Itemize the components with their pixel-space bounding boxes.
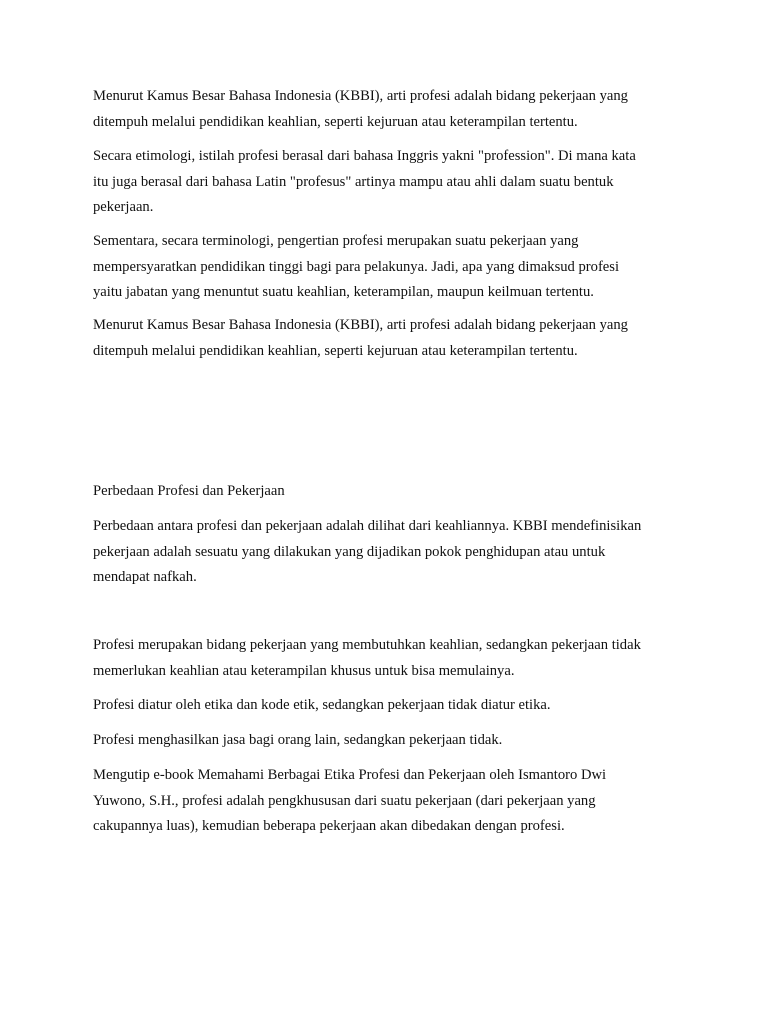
text-line: Profesi diatur oleh etika dan kode etik, sedangkan pekerjaan tidak diatur etika. [93,697,551,713]
paragraph-ebook-quote [93,763,693,840]
paragraph-expertise [93,633,693,684]
text-line: mendapat nafkah. [93,569,197,585]
text-line: itu juga berasal dari bahasa Latin "profesus" artinya mampu atau ahli dalam suatu bentuk [93,173,614,190]
paragraph-kbbi-definition [93,84,693,135]
paragraph-ethics [93,693,693,719]
text-line: yaitu jabatan yang menuntut suatu keahlian, keterampilan, maupun keilmuan tertentu. [93,284,594,300]
text-line: ditempuh melalui pendidikan keahlian, seperti kejuruan atau keterampilan tertentu. [93,113,578,130]
text-line: ditempuh melalui pendidikan keahlian, seperti kejuruan atau keterampilan tertentu. [93,342,578,359]
text-line: memerlukan keahlian atau keterampilan khusus untuk bisa memulainya. [93,662,515,679]
text-line: Mengutip e-book Memahami Berbagai Etika Profesi dan Pekerjaan oleh Ismantoro Dwi [93,767,607,783]
paragraph-terminology [93,229,693,306]
text-line: Menurut Kamus Besar Bahasa Indonesia (KBBI), arti profesi adalah bidang pekerjaan yang [93,317,628,333]
text-line: Secara etimologi, istilah profesi berasal dari bahasa Inggris yakni "profession". Di mana kata [93,148,636,164]
paragraph-etymology [93,144,693,221]
text-line: mempersyaratkan pendidikan tinggi bagi para pelakunya. Jadi, apa yang dimaksud profesi [93,258,620,275]
text-line: Sementara, secara terminologi, pengertian profesi merupakan suatu pekerjaan yang [93,233,579,249]
text-line: Perbedaan antara profesi dan pekerjaan adalah dilihat dari keahliannya. KBBI mendefinisikan [93,518,642,534]
paragraph-services [93,728,693,754]
section-heading [93,479,693,505]
text-line: pekerjaan. [93,199,154,215]
text-line: Menurut Kamus Besar Bahasa Indonesia (KBBI), arti profesi adalah bidang pekerjaan yang [93,88,628,104]
text-line: pekerjaan adalah sesuatu yang dilakukan yang dijadikan pokok penghidupan atau untuk [93,543,606,560]
paragraph-kbbi-definition-repeat [93,313,693,364]
text-line: Yuwono, S.H., profesi adalah pengkhususan dari suatu pekerjaan (dari pekerjaan yang [93,792,596,809]
text-line: Profesi merupakan bidang pekerjaan yang membutuhkan keahlian, sedangkan pekerjaan tidak [93,637,641,653]
text-line: cakupannya luas), kemudian beberapa pekerjaan akan dibedakan dengan profesi. [93,818,565,834]
paragraph-difference [93,514,693,591]
text-line: Profesi menghasilkan jasa bagi orang lain, sedangkan pekerjaan tidak. [93,732,503,748]
heading-text: Perbedaan Profesi dan Pekerjaan [93,483,285,499]
